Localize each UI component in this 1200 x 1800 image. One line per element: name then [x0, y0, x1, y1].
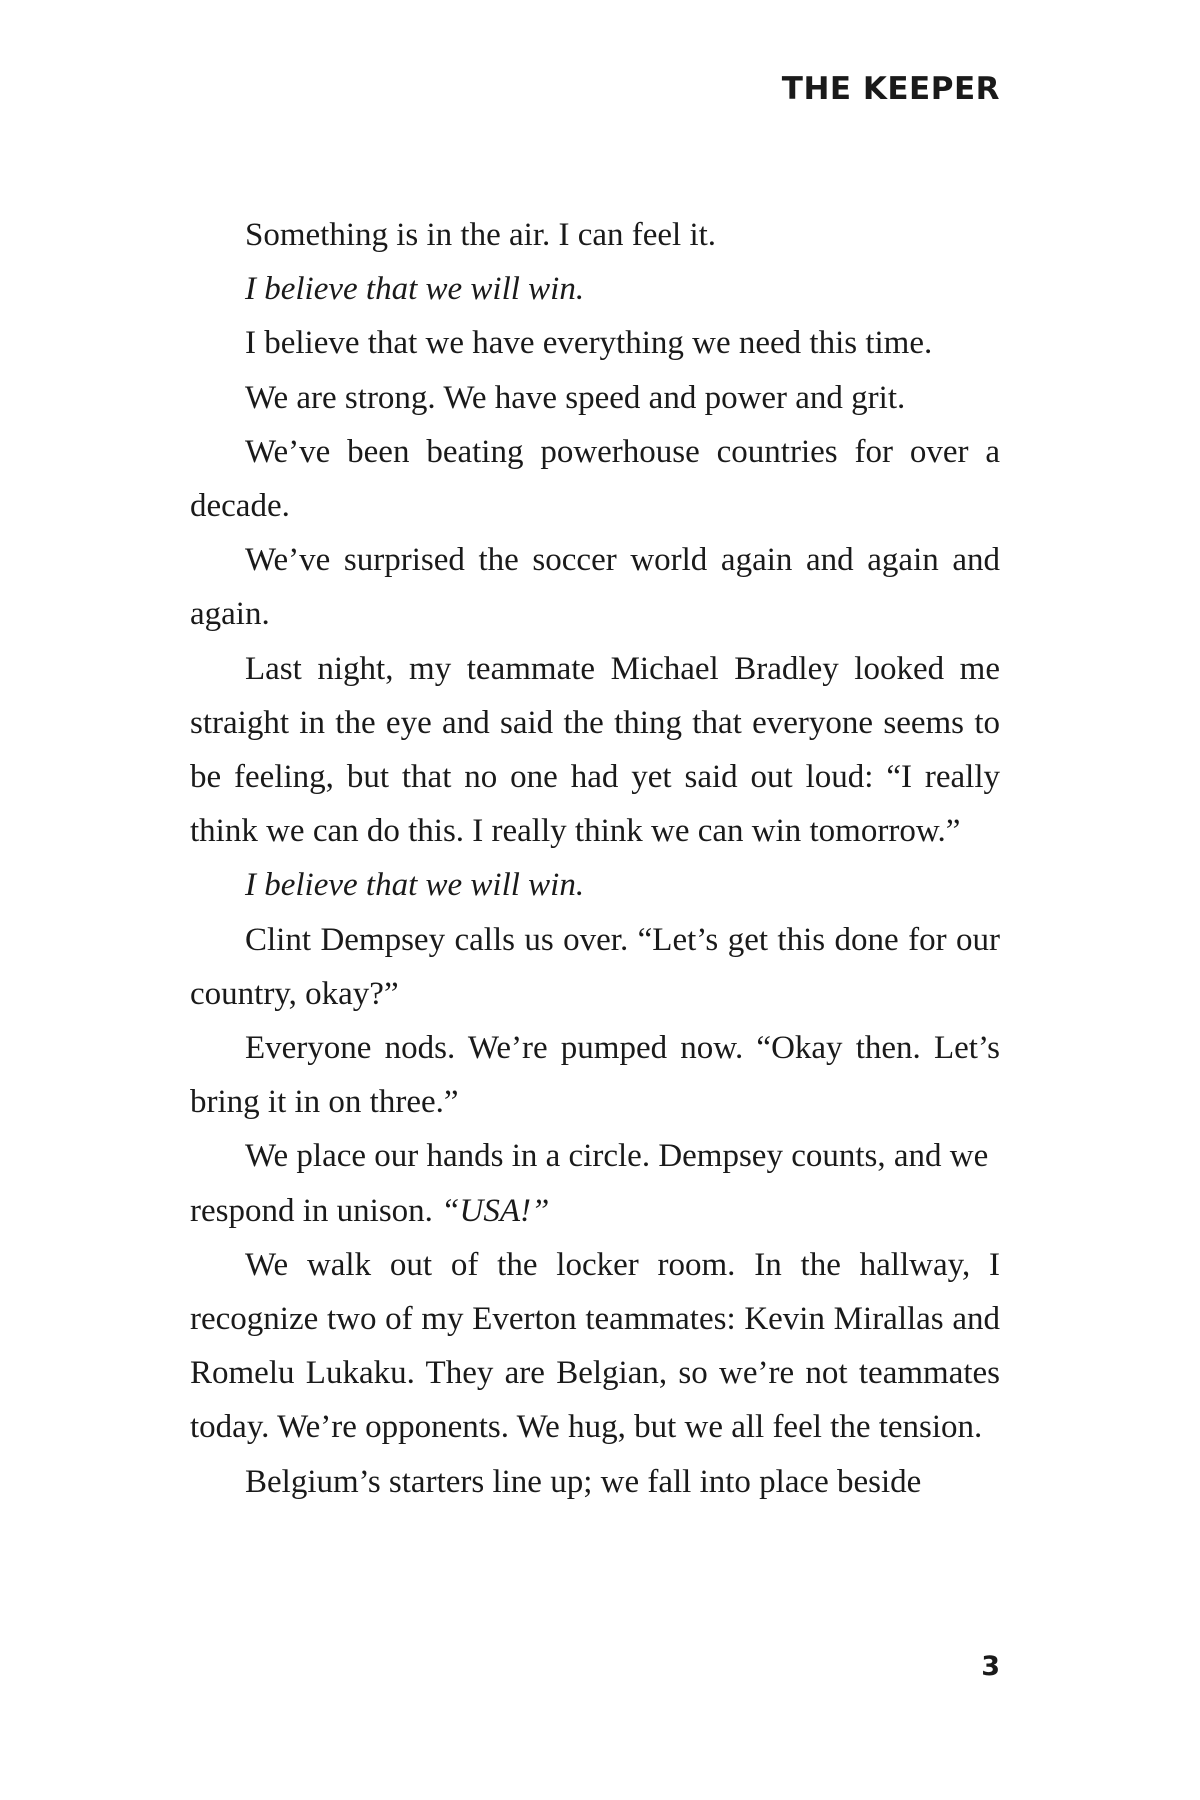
italic-text: I believe that we will win.: [245, 271, 585, 308]
paragraph: Last night, my teammate Michael Bradley looked me straight in the eye and said the thing that everyone seems to be feeling, but that no one had yet said out loud: “I really think we can do this. I really think we can win tomorrow.”: [190, 650, 1000, 850]
paragraph: I believe that we have everything we need this time.: [245, 325, 933, 362]
paragraph: Clint Dempsey calls us over. “Let’s get this done for our country, okay?”: [190, 921, 1000, 1012]
page-number: 3: [981, 1651, 1000, 1682]
paragraph: We’ve surprised the soccer world again and again and again.: [190, 542, 1000, 633]
paragraph: Belgium’s starters line up; we fall into place beside: [245, 1463, 922, 1500]
italic-text: I believe that we will win.: [245, 867, 585, 904]
paragraph: We’ve been beating powerhouse countries for over a decade.: [190, 433, 1000, 525]
paragraph-continuation: we respond in unison.: [190, 1138, 989, 1229]
running-header-title: THE KEEPER: [781, 71, 1000, 107]
paragraph: Everyone nods. We’re pumped now. “Okay then. Let’s bring it in on three.”: [190, 1030, 1000, 1121]
paragraph-italic: [190, 858, 1000, 912]
paragraph: We walk out of the locker room. In the hallway, I recognize two of my Everton teammates: Kevin Mirallas and Romelu Lukaku. They are Belgian, so we’re not teammates today. We’re opponents. We hug, but we all feel the tension.: [190, 1246, 1000, 1446]
paragraph-italic: [190, 262, 1000, 316]
paragraph-lead: We place our hands in a circle. Dempsey counts, and: [245, 1138, 942, 1175]
italic-chant: “USA!”: [441, 1192, 550, 1229]
paragraph: We are strong. We have speed and power and grit.: [245, 379, 906, 416]
page-body: [190, 208, 1000, 1509]
paragraph: [190, 1129, 1000, 1237]
paragraph: Something is in the air. I can feel it.: [245, 217, 717, 253]
